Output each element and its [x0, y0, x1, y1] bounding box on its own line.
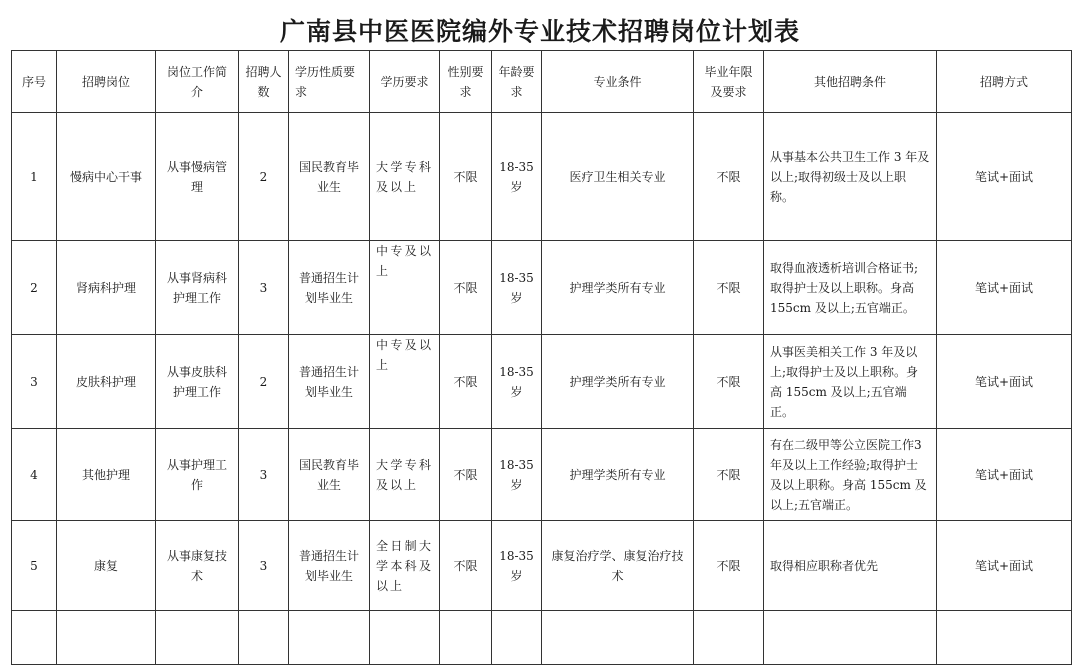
cell-other: 有在二级甲等公立医院工作3年及以上工作经验;取得护士及以上职称。身高 155cm 及以上;五官端正。	[764, 429, 937, 521]
header-method: 招聘方式	[937, 51, 1072, 113]
empty-cell	[764, 611, 937, 665]
cell-gender: 不限	[440, 335, 492, 429]
cell-intro: 从事护理工作	[156, 429, 239, 521]
cell-major: 医疗卫生相关专业	[542, 113, 694, 241]
cell-age: 18-35岁	[492, 241, 542, 335]
document-title: 广南县中医医院编外专业技术招聘岗位计划表	[279, 17, 800, 46]
cell-gender: 不限	[440, 241, 492, 335]
cell-grad: 不限	[694, 335, 764, 429]
empty-cell	[156, 611, 239, 665]
cell-post: 慢病中心干事	[57, 113, 156, 241]
header-edu: 学历要求	[370, 51, 440, 113]
cell-post: 皮肤科护理	[57, 335, 156, 429]
header-row	[12, 51, 1072, 113]
cell-major: 护理学类所有专业	[542, 335, 694, 429]
cell-major: 康复治疗学、康复治疗技术	[542, 521, 694, 611]
empty-cell	[289, 611, 370, 665]
header-other: 其他招聘条件	[764, 51, 937, 113]
cell-major: 护理学类所有专业	[542, 241, 694, 335]
cell-no: 4	[12, 429, 57, 521]
cell-no: 2	[12, 241, 57, 335]
cell-edu-type: 普通招生计划毕业生	[289, 521, 370, 611]
header-intro: 岗位工作简介	[156, 51, 239, 113]
cell-intro: 从事康复技术	[156, 521, 239, 611]
empty-cell	[57, 611, 156, 665]
header-post: 招聘岗位	[57, 51, 156, 113]
empty-cell	[694, 611, 764, 665]
cell-intro: 从事肾病科护理工作	[156, 241, 239, 335]
cell-count: 2	[239, 113, 289, 241]
cell-post: 康复	[57, 521, 156, 611]
cell-other: 从事医美相关工作 3 年及以上;取得护士及以上职称。身高 155cm 及以上;五官端正。	[764, 335, 937, 429]
cell-edu: 中专及以上	[370, 335, 440, 429]
cell-method: 笔试+面试	[937, 429, 1072, 521]
header-age: 年龄要求	[492, 51, 542, 113]
empty-cell	[542, 611, 694, 665]
cell-edu: 中专及以上	[370, 241, 440, 335]
cell-no: 5	[12, 521, 57, 611]
cell-age: 18-35岁	[492, 521, 542, 611]
cell-other: 取得血液透析培训合格证书;取得护士及以上职称。身高 155cm 及以上;五官端正。	[764, 241, 937, 335]
cell-age: 18-35岁	[492, 335, 542, 429]
cell-edu-type: 普通招生计划毕业生	[289, 241, 370, 335]
cell-edu: 大学专科及以上	[370, 429, 440, 521]
cell-grad: 不限	[694, 113, 764, 241]
header-major: 专业条件	[542, 51, 694, 113]
empty-cell	[937, 611, 1072, 665]
cell-gender: 不限	[440, 113, 492, 241]
cell-grad: 不限	[694, 429, 764, 521]
cell-no: 1	[12, 113, 57, 241]
cell-age: 18-35岁	[492, 113, 542, 241]
cell-method: 笔试+面试	[937, 335, 1072, 429]
empty-row	[12, 611, 1072, 665]
cell-count: 3	[239, 241, 289, 335]
empty-cell	[239, 611, 289, 665]
header-gender: 性别要求	[440, 51, 492, 113]
table-row	[12, 335, 1072, 429]
cell-count: 2	[239, 335, 289, 429]
empty-cell	[12, 611, 57, 665]
cell-intro: 从事皮肤科护理工作	[156, 335, 239, 429]
cell-edu-type: 国民教育毕业生	[289, 429, 370, 521]
cell-grad: 不限	[694, 521, 764, 611]
table-row	[12, 429, 1072, 521]
cell-age: 18-35岁	[492, 429, 542, 521]
table-row	[12, 113, 1072, 241]
cell-grad: 不限	[694, 241, 764, 335]
cell-edu-type: 普通招生计划毕业生	[289, 335, 370, 429]
header-grad: 毕业年限及要求	[694, 51, 764, 113]
table-row	[12, 241, 1072, 335]
cell-post: 其他护理	[57, 429, 156, 521]
cell-count: 3	[239, 521, 289, 611]
cell-major: 护理学类所有专业	[542, 429, 694, 521]
header-no: 序号	[12, 51, 57, 113]
cell-post: 肾病科护理	[57, 241, 156, 335]
cell-method: 笔试+面试	[937, 241, 1072, 335]
empty-cell	[492, 611, 542, 665]
cell-edu: 全日制大学本科及以上	[370, 521, 440, 611]
header-count: 招聘人数	[239, 51, 289, 113]
cell-other: 取得相应职称者优先	[764, 521, 937, 611]
header-edu-type: 学历性质要求	[289, 51, 370, 113]
empty-cell	[440, 611, 492, 665]
table-row	[12, 521, 1072, 611]
cell-edu-type: 国民教育毕业生	[289, 113, 370, 241]
cell-method: 笔试+面试	[937, 521, 1072, 611]
cell-gender: 不限	[440, 521, 492, 611]
cell-edu: 大学专科及以上	[370, 113, 440, 241]
cell-no: 3	[12, 335, 57, 429]
cell-method: 笔试+面试	[937, 113, 1072, 241]
cell-gender: 不限	[440, 429, 492, 521]
cell-other: 从事基本公共卫生工作 3 年及以上;取得初级士及以上职称。	[764, 113, 937, 241]
recruitment-plan-table	[11, 50, 1072, 665]
cell-intro: 从事慢病管理	[156, 113, 239, 241]
empty-cell	[370, 611, 440, 665]
cell-count: 3	[239, 429, 289, 521]
